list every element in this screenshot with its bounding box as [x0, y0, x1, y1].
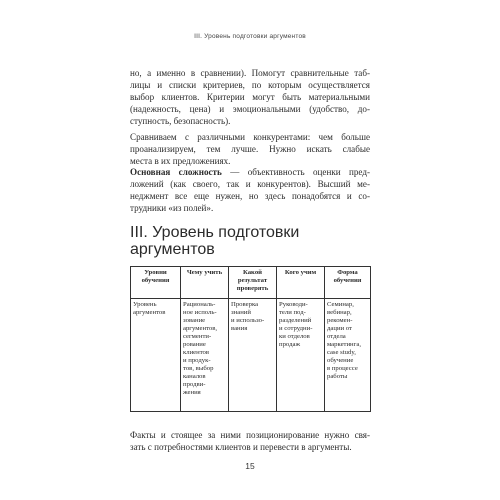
text-line: Факты и стоящее за ними позиционирование нужно свя-: [130, 430, 370, 440]
paragraph-main-difficulty: [130, 166, 370, 214]
cell-what-to-teach: Рациональ- ное исполь- зование аргументов, сегменти- рование клиентов и продук- тов, выбор каналов продви- жения: [181, 299, 229, 412]
text-line: (надежность, цена) и эмоциональными (удобство, до-: [130, 104, 370, 115]
cell-result-to-check: Проверка знаний и использо- вания: [229, 299, 277, 412]
header-levels: Уровни обучения: [131, 267, 181, 299]
running-head: III. Уровень подготовки аргументов: [194, 33, 306, 40]
bold-lead: Основная сложность: [130, 167, 222, 177]
text-line: лицы и списки критериев, по которым осуществляется: [130, 80, 370, 91]
section-heading: [130, 224, 370, 258]
text-line: [130, 166, 370, 178]
paragraph-competitors: [130, 131, 370, 167]
cell-training-form: Семинар, вебинар, рекомен- дации от отдела маркетинга, case study, обучение в процессе работы: [325, 299, 371, 412]
table-row: [131, 299, 371, 412]
table-header-row: [131, 267, 371, 299]
header-who-we-teach: Кого учим: [277, 267, 325, 299]
header-what-to-teach: Чему учить: [181, 267, 229, 299]
book-page: [130, 0, 370, 500]
training-table: [130, 266, 371, 412]
header-result-to-check: Какой результат проверять: [229, 267, 277, 299]
text-fragment: — объективность оценки пред-: [221, 167, 370, 177]
text-line: ступность, безопасность).: [130, 116, 231, 127]
page-number: 15: [245, 461, 255, 471]
text-line: трудники «из полей».: [130, 203, 214, 214]
text-line: Сравниваем с различными конкурентами: чем больше: [130, 132, 370, 142]
cell-who-we-teach: Руководи- тели под- разделений и сотрудни- ки отделов продаж: [277, 299, 325, 412]
text-line: зать с потребностями клиентов и перевести в аргументы.: [130, 442, 352, 453]
paragraph-facts-positioning: [130, 429, 370, 453]
text-line: неджмент все еще нужен, но здесь понадобятся и со-: [130, 191, 370, 202]
text-line: места в их предложениях.: [130, 156, 231, 167]
paragraph-comparison-criteria: [130, 67, 370, 127]
heading-line: III. Уровень подготовки: [130, 224, 300, 241]
text-line: выбор клиентов. Критерии могут быть материальными: [130, 92, 370, 103]
header-training-form: Форма обучения: [325, 267, 371, 299]
heading-line: аргументов: [130, 241, 215, 258]
text-line: ложений (как своего, так и конкурентов). Высший ме-: [130, 179, 370, 190]
text-line: но, а именно в сравнении). Помогут сравнительные таб-: [130, 68, 370, 78]
text-line: проанализируем, тем лучше. Нужно искать слабые: [130, 144, 370, 155]
cell-level: Уровень аргументов: [131, 299, 181, 412]
